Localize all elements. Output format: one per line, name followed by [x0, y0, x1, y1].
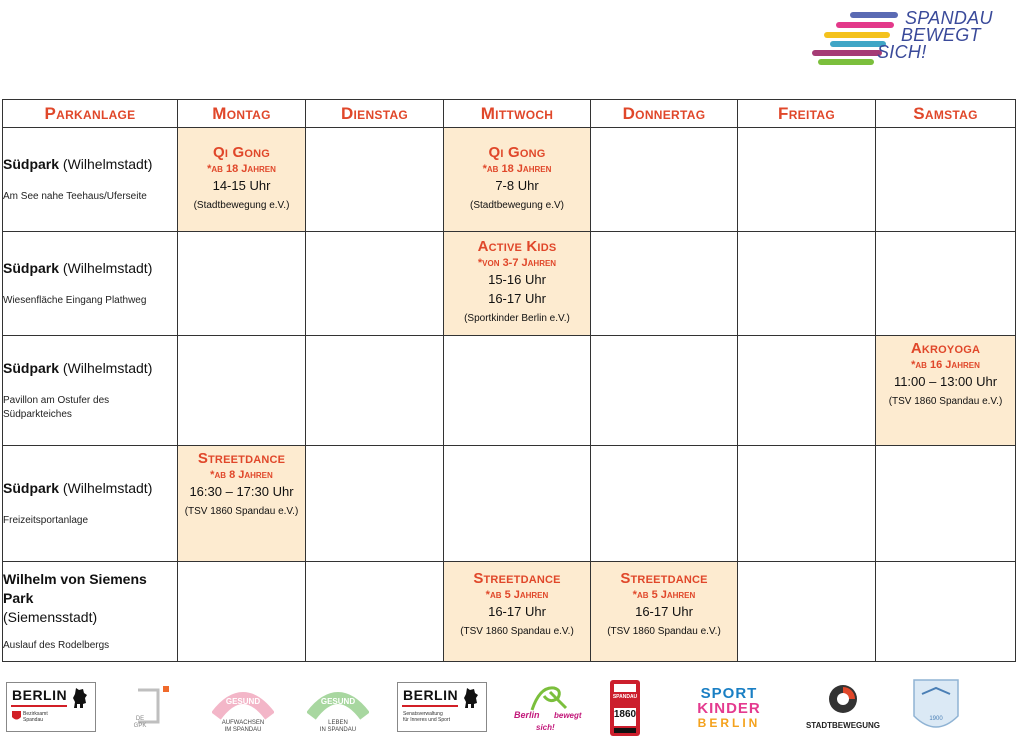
brand-text [877, 8, 993, 62]
event-title: Akroyoga [910, 340, 981, 357]
header-dienstag: Dienstag [306, 100, 444, 128]
tsv-tower-icon [608, 678, 642, 738]
sportkinder-line3: BERLIN [697, 716, 761, 730]
park-cell [3, 128, 178, 232]
park-location: Freizeitsportanlage [3, 515, 89, 526]
park-location: Am See nahe Teehaus/Uferseite [3, 191, 147, 202]
bbs-word-berlin: Berlin [514, 710, 540, 720]
event-age: *ab 8 Jahren [210, 469, 273, 481]
bbs-word-sich: sich! [536, 723, 555, 732]
berlin-subtitle [23, 711, 48, 723]
red-rule [402, 705, 458, 707]
event-age: *von 3-7 Jahren [477, 257, 557, 269]
empty-cell [178, 562, 306, 662]
event-time: 16-17 Uhr [488, 604, 546, 619]
schedule-table [2, 99, 1016, 662]
partner-logos [0, 672, 1024, 742]
brand-line-2: BEWEGT [901, 25, 981, 45]
berlin-bear-icon [462, 687, 480, 709]
event-title: Streetdance [620, 570, 708, 587]
berlin-bezirksamt-logo [6, 682, 96, 732]
park-cell [3, 446, 178, 562]
event-title: Streetdance [197, 450, 286, 467]
empty-cell [444, 446, 591, 562]
berlin-senatsverwaltung-logo [397, 682, 487, 732]
runner-icon [510, 682, 586, 712]
table-row [3, 232, 1016, 336]
event-age: *ab 18 Jahren [482, 163, 552, 175]
gesund-subtitle [307, 720, 369, 734]
event-cell [178, 128, 306, 232]
degpk-text [130, 716, 150, 730]
event-cell [178, 446, 306, 562]
empty-cell [876, 562, 1016, 662]
event-organizer: (Stadtbewegung e.V.) [193, 200, 290, 211]
header-donnertag: Donnertag [591, 100, 738, 128]
event-organizer: (Stadtbewegung e.V) [470, 200, 564, 211]
empty-cell [738, 336, 876, 446]
event-cell [876, 336, 1016, 446]
empty-cell [306, 562, 444, 662]
empty-cell [591, 232, 738, 336]
park-district: (Siemensstadt) [3, 609, 98, 625]
header-samstag: Samstag [876, 100, 1016, 128]
stadtbewegung-mark-icon [800, 682, 886, 718]
degpk-logo [130, 686, 174, 730]
event-time: 16:30 – 17:30 Uhr [189, 484, 294, 499]
brand-line-3: SICH! [877, 42, 927, 62]
event-title: Qi Gong [212, 144, 270, 161]
spandau-bewegt-sich-logo [810, 6, 1020, 70]
park-cell [3, 562, 178, 662]
berlin-subtitle-line2: für Inneres und Sport [403, 717, 450, 723]
berlin-subtitle-line2: Spandau [23, 717, 44, 723]
park-cell [3, 336, 178, 446]
event-cell [444, 128, 591, 232]
event-title: Streetdance [473, 570, 561, 587]
empty-cell [306, 336, 444, 446]
park-name [3, 570, 177, 627]
park-title: Südpark [3, 480, 60, 496]
empty-cell [876, 128, 1016, 232]
event-organizer: (TSV 1860 Spandau e.V.) [607, 626, 721, 637]
header-mittwoch: Mittwoch [444, 100, 591, 128]
park-name [3, 479, 177, 498]
park-title: Südpark [3, 260, 60, 276]
empty-cell [738, 446, 876, 562]
club-1900-shield-logo [910, 676, 962, 738]
park-name [3, 259, 177, 278]
empty-cell [591, 128, 738, 232]
header-row [3, 100, 1016, 128]
park-location: Auslauf des Rodelbergs [3, 640, 110, 651]
shield-icon [910, 676, 962, 738]
event-cell [444, 232, 591, 336]
event-organizer: (TSV 1860 Spandau e.V.) [184, 506, 299, 517]
red-rule [11, 705, 67, 707]
table-row [3, 336, 1016, 446]
event-time-2: 16-17 Uhr [488, 291, 546, 306]
berlin-wordmark: BERLIN [403, 687, 459, 703]
empty-cell [178, 336, 306, 446]
event-cell [591, 562, 738, 662]
coat-of-arms-icon [12, 711, 21, 722]
sportkinder-berlin-logo [684, 686, 774, 736]
empty-cell [876, 232, 1016, 336]
gesund-subtitle-line1: LEBEN [328, 720, 348, 726]
event-age: *ab 5 Jahren [485, 589, 549, 601]
berlin-bewegt-sich-logo [510, 682, 586, 738]
empty-cell [591, 336, 738, 446]
gesund-subtitle-line1: AUFWACHSEN [221, 720, 265, 726]
park-district: (Wilhelmstadt) [59, 260, 153, 276]
empty-cell [306, 232, 444, 336]
event-time: 14-15 Uhr [212, 178, 271, 193]
shield-year: 1900 [929, 716, 943, 722]
park-district: (Wilhelmstadt) [59, 480, 153, 496]
empty-cell [738, 232, 876, 336]
empty-cell [306, 446, 444, 562]
berlin-subtitle-line1: Senatsverwaltung [403, 711, 443, 717]
park-title: Wilhelm von Siemens Park [3, 571, 147, 606]
empty-cell [591, 446, 738, 562]
header-freitag: Freitag [738, 100, 876, 128]
table-row [3, 128, 1016, 232]
event-organizer: (Sportkinder Berlin e.V.) [464, 313, 570, 324]
tsv-year: 1860 [613, 709, 637, 720]
empty-cell [444, 336, 591, 446]
park-district: (Wilhelmstadt) [59, 360, 153, 376]
gesund-word: GESUND [320, 697, 356, 706]
gesund-aufwachsen-logo [212, 686, 274, 734]
park-cell [3, 232, 178, 336]
event-organizer: (TSV 1860 Spandau e.V.) [888, 396, 1003, 407]
sportkinder-line1: SPORT [700, 685, 758, 702]
event-time: 11:00 – 13:00 Uhr [893, 374, 998, 389]
gesund-subtitle [212, 720, 274, 734]
tsv-text: SPANDAU [612, 694, 638, 700]
park-location: Wiesenfläche Eingang Plathweg [3, 295, 147, 306]
gesund-subtitle-line2: IM SPANDAU [224, 727, 262, 733]
table-row [3, 562, 1016, 662]
degpk-text-line1: DE [135, 716, 145, 722]
park-name [3, 359, 177, 378]
berlin-subtitle [403, 711, 450, 723]
sportkinder-line2: KINDER [697, 700, 761, 717]
event-cell [444, 562, 591, 662]
header-montag: Montag [178, 100, 306, 128]
table-row [3, 446, 1016, 562]
park-title: Südpark [3, 360, 60, 376]
tsv-1860-logo [608, 678, 642, 738]
event-age: *ab 16 Jahren [911, 359, 980, 371]
empty-cell [876, 446, 1016, 562]
event-time: 7-8 Uhr [495, 178, 539, 193]
berlin-wordmark: BERLIN [12, 687, 68, 703]
degpk-text-line2: GPK [133, 723, 147, 729]
event-age: *ab 18 Jahren [207, 163, 276, 175]
berlin-subtitle-line1: Bezirksamt [23, 711, 48, 717]
event-title: Qi Gong [488, 144, 546, 161]
empty-cell [738, 562, 876, 662]
gesund-subtitle-line2: IN SPANDAU [319, 727, 357, 733]
park-title: Südpark [3, 156, 60, 172]
stadtbewegung-text: STADTBEWEGUNG [805, 721, 881, 730]
empty-cell [306, 128, 444, 232]
park-district: (Wilhelmstadt) [59, 156, 153, 172]
event-time: 16-17 Uhr [635, 604, 693, 619]
empty-cell [178, 232, 306, 336]
event-age: *ab 5 Jahren [632, 589, 696, 601]
gesund-word: GESUND [225, 697, 261, 706]
gesund-leben-logo [307, 686, 369, 734]
berlin-bear-icon [71, 687, 89, 709]
park-name [3, 155, 177, 174]
brand-line-1: SPANDAU [905, 8, 993, 28]
event-time: 15-16 Uhr [488, 272, 546, 287]
stadtbewegung-logo [800, 682, 886, 736]
event-title: Active Kids [477, 238, 557, 255]
header-parkanlage: Parkanlage [3, 100, 178, 128]
event-organizer: (TSV 1860 Spandau e.V.) [460, 626, 574, 637]
park-location: Pavillon am Ostufer des Südparkteiches [3, 395, 110, 420]
bbs-word-bewegt: bewegt [554, 711, 582, 720]
empty-cell [738, 128, 876, 232]
